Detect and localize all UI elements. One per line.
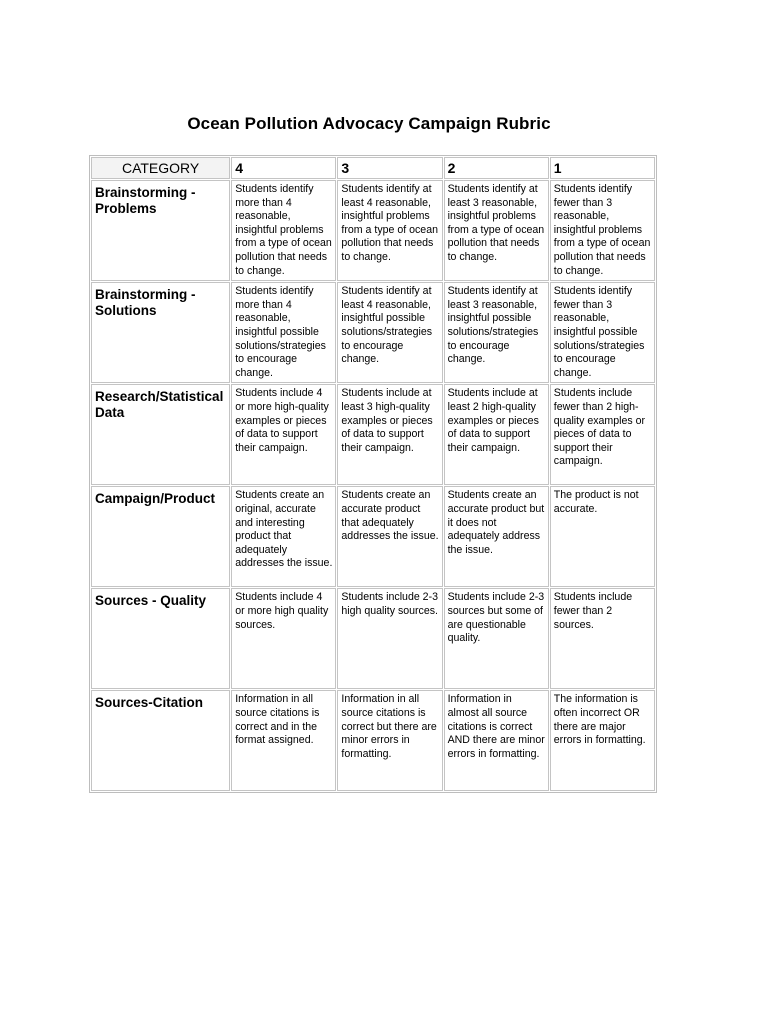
header-score-3: 3 bbox=[337, 157, 442, 179]
criterion-label: Campaign/Product bbox=[91, 486, 230, 587]
rubric-cell: The information is often incorrect OR there are major errors in formatting. bbox=[550, 690, 655, 791]
rubric-cell: Students include 4 or more high quality sources. bbox=[231, 588, 336, 689]
rubric-cell: Students create an original, accurate and interesting product that adequately addresses the issue. bbox=[231, 486, 336, 587]
criterion-label: Sources - Quality bbox=[91, 588, 230, 689]
rubric-cell: Information in all source citations is correct and in the format assigned. bbox=[231, 690, 336, 791]
criterion-label: Brainstorming - Problems bbox=[91, 180, 230, 281]
rubric-cell: Students identify more than 4 reasonable, insightful problems from a type of ocean pollution that needs to change. bbox=[231, 180, 336, 281]
header-score-1: 1 bbox=[550, 157, 655, 179]
rubric-cell: Students identify at least 3 reasonable, insightful possible solutions/strategies to encourage change. bbox=[444, 282, 549, 383]
header-category: CATEGORY bbox=[91, 157, 230, 179]
rubric-cell: Students include at least 3 high-quality examples or pieces of data to support their campaign. bbox=[337, 384, 442, 485]
page-title: Ocean Pollution Advocacy Campaign Rubric bbox=[187, 114, 551, 133]
rubric-cell: Students include at least 2 high-quality examples or pieces of data to support their campaign. bbox=[444, 384, 549, 485]
rubric-cell: Students create an accurate product that adequately addresses the issue. bbox=[337, 486, 442, 587]
header-score-4: 4 bbox=[231, 157, 336, 179]
criterion-label: Research/Statistical Data bbox=[91, 384, 230, 485]
table-row bbox=[91, 180, 655, 281]
header-row bbox=[91, 157, 655, 179]
criterion-label: Brainstorming - Solutions bbox=[91, 282, 230, 383]
header-score-2: 2 bbox=[444, 157, 549, 179]
rubric-cell: Information in almost all source citations is correct AND there are minor errors in formatting. bbox=[444, 690, 549, 791]
rubric-cell: Students identify fewer than 3 reasonable, insightful possible solutions/strategies to encourage change. bbox=[550, 282, 655, 383]
rubric-cell: Students include fewer than 2 high-quality examples or pieces of data to support their campaign. bbox=[550, 384, 655, 485]
rubric-cell: Students identify at least 4 reasonable, insightful possible solutions/strategies to encourage change. bbox=[337, 282, 442, 383]
table-row bbox=[91, 282, 655, 383]
rubric-cell: Students include 4 or more high-quality examples or pieces of data to support their campaign. bbox=[231, 384, 336, 485]
rubric-cell: Information in all source citations is correct but there are minor errors in formatting. bbox=[337, 690, 442, 791]
rubric-cell: Students include fewer than 2 sources. bbox=[550, 588, 655, 689]
table-row bbox=[91, 588, 655, 689]
rubric-cell: Students identify more than 4 reasonable, insightful possible solutions/strategies to encourage change. bbox=[231, 282, 336, 383]
rubric-cell: Students identify fewer than 3 reasonable, insightful problems from a type of ocean pollution that needs to change. bbox=[550, 180, 655, 281]
table-row bbox=[91, 690, 655, 791]
rubric-cell: Students identify at least 3 reasonable, insightful problems from a type of ocean pollution that needs to change. bbox=[444, 180, 549, 281]
rubric-cell: The product is not accurate. bbox=[550, 486, 655, 587]
table-row bbox=[91, 486, 655, 587]
rubric-table bbox=[89, 155, 657, 793]
rubric-cell: Students identify at least 4 reasonable, insightful problems from a type of ocean pollution that needs to change. bbox=[337, 180, 442, 281]
criterion-label: Sources-Citation bbox=[91, 690, 230, 791]
rubric-cell: Students include 2-3 high quality sources. bbox=[337, 588, 442, 689]
table-row bbox=[91, 384, 655, 485]
rubric-cell: Students include 2-3 sources but some of are questionable quality. bbox=[444, 588, 549, 689]
rubric-cell: Students create an accurate product but it does not adequately address the issue. bbox=[444, 486, 549, 587]
